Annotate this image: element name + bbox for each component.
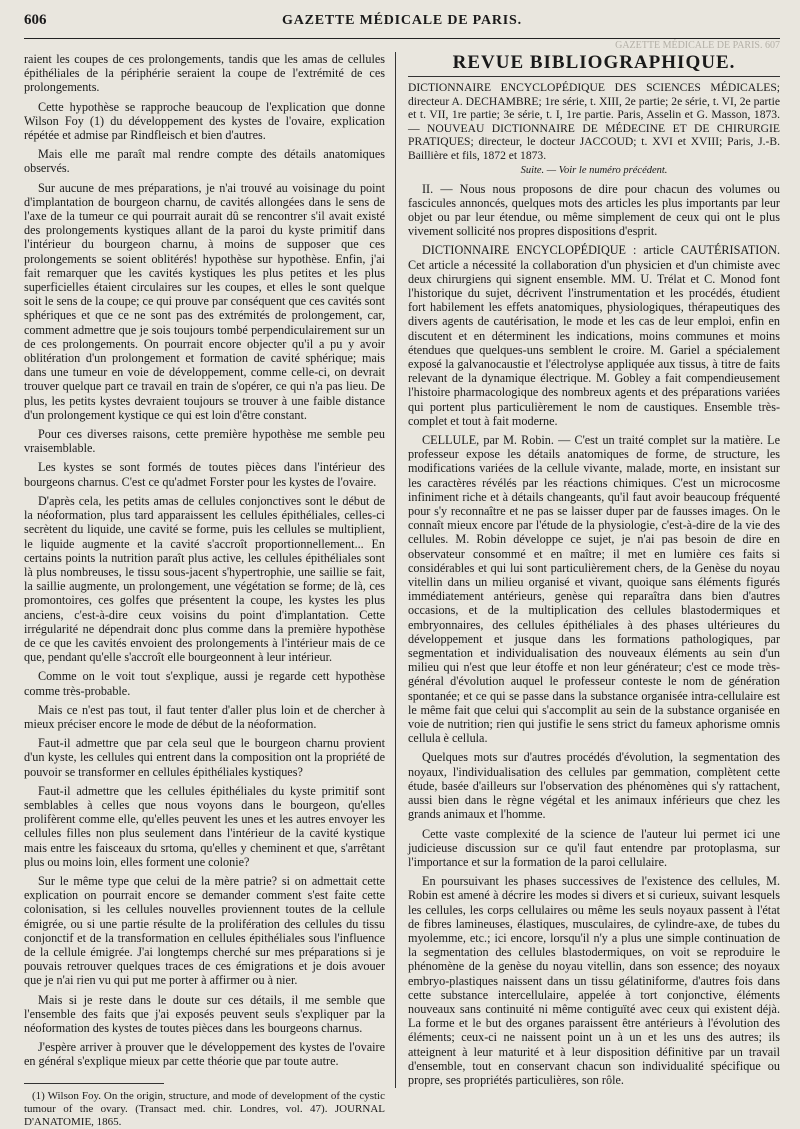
page-header [24, 12, 780, 39]
review-paragraph: Cette vaste complexité de la science de l'auteur lui permet ici une judicieuse discussion sur ce qu'il faut entendre par protoplasma, sur l'importance et sur la formation de la paroi cellulaire. [408, 826, 780, 869]
article-paragraph: Mais elle me paraît mal rendre compte des détails anatomiques observés. [24, 147, 385, 176]
section-title: REVUE BIBLIOGRAPHIQUE. [452, 52, 736, 73]
footnote-divider [24, 1083, 164, 1084]
review-paragraph: En poursuivant les phases successives de l'existence des cellules, M. Robin est amené à décrire les modes si divers et si curieux, suivant lesquels les cellules, les corps cellulaires ou même les seuls noyaux passent à l'état de fibres lamineuses, élastiques, musculaires, de cylindre-axe, de tubes du myolemme, etc.; ici encore, lorsqu'il n'y a plus une simple continuation de la segmentation des cellules blastodermiques, on voit se reproduire le phénomène de la genèse du noyau vitellin, dans son essence; des noyaux embryo-plastiques naissent dans un tissu gélatiniforme, d'autres fois dans cette substance intercellulaire, appelée à tort conjonctive, éléments nouveaux sans continuité ni même contiguïté avec ceux qui existent déjà. La forme et le but des organes paraissent être antérieurs à l'évolution des éléments; ceux-ci ne naissent point un à un et les uns des autres; ils atteignent à leur maturité et à leur disposition définitive par un travail d'ensemble, tout en conservant chacun son individualité spécifique ou propre, ses propriétés particulières, son rôle. [408, 874, 780, 1087]
article-paragraph: Faut-il admettre que les cellules épithéliales du kyste primitif sont semblables à celles que nous voyons dans le bourgeon, qu'elles prolifèrent comme elle, qu'elles peuvent les unes et les autres envoyer les cellules filles non plus seulement dans l'intérieur de la cavité kystique mais entre les faisceaux du srtoma, qu'elles y cheminent et que, s'arrêtant plus ou moins loin, elles forment une colonie? [24, 783, 385, 869]
review-paragraph: Quelques mots sur d'autres procédés d'évolution, la segmentation des noyaux, l'individualisation des cellules par gemmation, complètent cette étude, basée d'ailleurs sur l'observation des phénomènes qui s'y rattachent, aussi bien dans le règne végétal et les animaux inférieurs que chez les grands animaux et l'homme. [408, 750, 780, 822]
footnote: (1) Wilson Foy. On the origin, structure, and mode of development of the cystic tumour of the ovary. (Transact med. chir. Londres, vol. 47). JOURNAL D'ANATOMIE, 1865. [24, 1089, 385, 1128]
review-paragraph: DICTIONNAIRE ENCYCLOPÉDIQUE : article CAUTÉRISATION. Cet article a nécessité la collaboration d'un physicien et d'un chimiste avec deux chirurgiens qui signent ensemble. MM. U. Trélat et C. Monod font l'historique du sujet, décrivent l'instrumentation et les procédés, étudient fort habilement les effets anatomiques, physiologiques, thérapeutiques des divers agents de cautérisation, le mode et les cas de leur emploi, enfin en discutent et en déterminent les indications, moins communes et moins étendues que quelques-uns semblent le croire. M. Gariel a spécialement exposé la galvanocaustie et l'électrolyse appliquée aux tissus, à titre de faits relevant de la dynamique électrique. M. Gobley a fait compendieusement l'histoire pharmacologique des nombreux agents et des préparations variées qui portent plus particulièrement le nom de caustiques. Ensemble très-complet et tout à fait moderne. [408, 243, 780, 428]
continuation-note: Suite. — Voir le numéro précédent. [520, 164, 668, 176]
article-paragraph: Comme on le voit tout s'explique, aussi je regarde cett hypothèse comme très-probable. [24, 669, 385, 698]
article-paragraph: Cette hypothèse se rapproche beaucoup de l'explication que donne Wilson Foy (1) du développement des kystes de l'ovaire, explication répétée et admise par Rindfleisch et bien d'autres. [24, 99, 385, 143]
article-paragraph: Les kystes se sont formés de toutes pièces dans l'intérieur des bourgeons charnus. C'est ce qu'admet Forster pour les kystes de l'ovaire. [24, 460, 385, 489]
journal-title: GAZETTE MÉDICALE DE PARIS. [282, 13, 522, 28]
article-paragraph: Sur le même type que celui de la mère patrie? si on admettait cette explication on pourrait encore se demander comment s'est faite cette colonisation, si les cellules nouvelles proviennent toutes de la cellule émigrée, ou si une partie résulte de la prolifération des cellules du tissu conjonctif et de la transformation en cellules épithéliales sous l'influence de la cellule émigrée. J'ai longtemps cherché sur mes préparations si je pouvais retrouver quelques traces de ces émigrations et je dois avouer que je n'ai rien vu qui put me porter à affirmer ou à nier. [24, 873, 385, 988]
title-divider [408, 76, 780, 77]
review-paragraph: II. — Nous nous proposons de dire pour chacun des volumes ou fascicules annoncés, quelques mots des articles les plus importants par leur objet ou par leur étendue, ou même simplement de ceux qui ont le plus vivement sollicité nos propres dispositions d'esprit. [408, 181, 780, 239]
article-paragraph: Pour ces diverses raisons, cette première hypothèse me semble peu vraisemblable. [24, 427, 385, 456]
article-paragraph: Faut-il admettre que par cela seul que le bourgeon charnu provient d'un kyste, les cellules qui entrent dans la composition ont la propriété de pouvoir se transformer en cellules épithéliales kystiques? [24, 736, 385, 779]
two-column-layout [24, 52, 780, 1128]
article-paragraph: Mais si je reste dans le doute sur ces détails, il me semble que l'ensemble des faits que j'ai exposés peuvent seuls s'expliquer par la néoformation des kystes de toutes pièces dans les bourgeons charnus. [24, 992, 385, 1035]
page-number: 606 [24, 12, 47, 28]
article-paragraph: D'après cela, les petits amas de cellules conjonctives sont le début de la néoformation, plus tard apparaissent les cellules épithéliales, celles-ci secrètent du liquide, une cavité se forme, puis les cellules se multiplient, le liquide augmente et la cavité s'accroît proportionnellement... En certains points la nutrition paraît plus active, les cellules épithéliales sont là plus nombreuses, le tissu sous-jacent s'hypertrophie, une saillie se fait, la saillie augmente, un prolongement, une végétation se forme; de là, ces promontoires, ces golfes que présentent la coupe, les kystes les plus anciens, c'est-à-dire ceux voisins du point d'implantation. Cette irrégularité ne dépendrait donc plus comme dans la première hypothèse de ce que les cavités envoient des prolongements à l'intérieur mais de ce que, pendant qu'elle s'accroît elle bourgeonnent à leur intérieur. [24, 493, 385, 665]
article-paragraph: raient les coupes de ces prolongements, tandis que les amas de cellules épithéliales de la périphérie seraient la coupe de l'extrémité de ces prolongements. [24, 52, 385, 95]
bleed-through-text: GAZETTE MÉDICALE DE PARIS. 607 [615, 40, 780, 51]
left-column [24, 52, 396, 1128]
article-paragraph: Mais ce n'est pas tout, il faut tenter d'aller plus loin et de chercher à mieux préciser encore le mode de début de la néoformation. [24, 702, 385, 731]
right-column [396, 52, 780, 1088]
review-paragraph: CELLULE, par M. Robin. — C'est un traité complet sur la matière. Le professeur expose les détails anatomiques de forme, de structure, les modifications variées de la cellule vivante, malade, morte, en insistant sur les caractères révélés par les réactions chimiques. C'est un microcosme infiniment riche et à détails changeants, qu'il faut avoir beaucoup fréquenté pour s'y reconnaître et ne pas se laisser duper par de fausses images. On le connaît mieux encore par l'étude de la physiologie, c'est-à-dire de la vie des cellules. M. Robin développe ce sujet, je n'ai pas besoin de dire en observateur consommé et en maître; il met en lumière ces faits si considérables et qui lui sont particulièrement chers, de la Genèse du noyau vitellin dans un milieu organisé et vivant, quoique sans éléments figurés immédiatement antérieurs, genèse qui reparaîtra dans bien d'autres occasions, et de la multiplication des cellules blastodermiques et embryonnaires, des cellules épithéliales à des phases ultérieures du développement et jusque dans les formations pathologiques, par segmentation et individualisation des nouveaux éléments au sein d'un milieu qui n'est que leur étoffe et non leur générateur; c'est ce mode très-général d'évolution auquel le professeur conteste le nom de génération spontanée; et ce qui se passe dans la substance organisée intra-cellulaire est le même fait que celui qui s'accomplit au sein de la substance organisée en voie de nutrition; rien qui justifie le sens strict du fameux aphorisme omnis cellula è cellula. [408, 433, 780, 746]
article-paragraph: J'espère arriver à prouver que le développement des kystes de l'ovaire en général s'explique mieux par cette théorie que par toute autre. [24, 1040, 385, 1069]
bibliography-entry: DICTIONNAIRE ENCYCLOPÉDIQUE DES SCIENCES MÉDICALES; directeur A. DECHAMBRE; 1re série, t. XIII, 2e partie; 2e série, t. VI, 2e partie et t. VII, 1re partie; 3e série, t. I, 1re partie. Paris, Asselin et G. Masson, 1873. — NOUVEAU DICTIONNAIRE DE MÉDECINE ET DE CHIRURGIE PRATIQUES; directeur, le docteur JACCOUD; t. XVI et XVIII; Paris, J.-B. Baillière et fils, 1872 et 1873. [408, 81, 780, 162]
article-paragraph: Sur aucune de mes préparations, je n'ai trouvé au voisinage du point d'implantation de bourgeon charnu, de cavités allongées dans le sens de l'axe de la tumeur ce qui pourrait aurait dû se rencontrer s'il avait existé des prolongements kystiques allant de la paroi du kyste primitif dans l'intérieur du bourgeon charnu, à moins de supposer que ces prolongements se soient oblitérés! hypothèse sur hypothèse. Enfin, j'ai fait remarquer que les cavités kystiques les plus petites et les plus superficielles étaient circulaires sur les coupes, et elles le sont quelque soit le sens de la coupe; ce qui prouve par conséquent que ces cavités sont sphériques et que ce ne sont pas des extrémités de prolongement, car, comment admettre que je sois toujours tombé perpendiculairement sur un de ces prolongements. On pourrait encore objecter qu'il a pu y avoir oblitération d'un prolongement et formation de cavité sphérique; mais dans une tumeur en voie de développement, comme celle-ci, on devrait trouver quelque part ce travail en train de s'opérer, ce qui n'a pas lieu. De plus, les petits kystes devraient toujours se trouver à une faible distance d'un prolongement kystique ce qui est loin d'être constant. [24, 180, 385, 422]
